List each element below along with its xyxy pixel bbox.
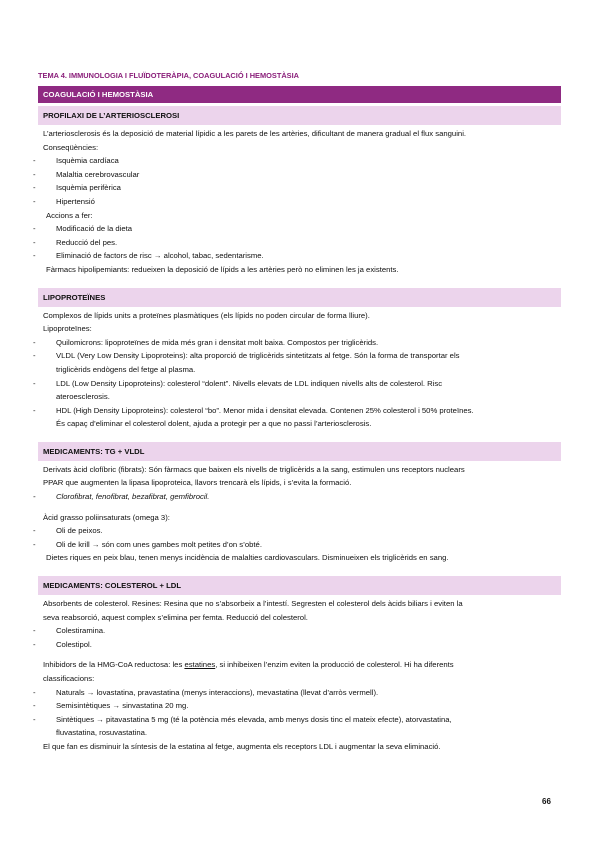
paragraph: L’arteriosclerosis és la deposició de material lípidic a les parets de les artèries, dificultant de manera gradual el flux sanguini. xyxy=(43,129,467,138)
paragraph: Dietes riques en peix blau, tenen menys incidència de malalties cardiovasculars. Disminueixen els triglicèrids en sang. xyxy=(46,553,449,563)
list-item: - Semisintètiques → sinvastatina 20 mg. xyxy=(33,701,189,711)
list-item: - Colestiramina. xyxy=(33,626,106,636)
label: Accions a fer: xyxy=(46,210,93,220)
list-item: - Modificació de la dieta xyxy=(33,224,133,234)
paragraph: Absorbents de colesterol. Resines: Resina que no s’absorbeix a l’intestí. Segresten el colesterol dels àcids biliars i eviten la seva reabsorció, aquest complex s’elimina per femta. Reducció del colesterol. xyxy=(43,599,463,622)
list-item: - Clorofibrat, fenofibrat, bezafibrat, gemfibrocil. xyxy=(33,492,210,502)
statins-term: estatines xyxy=(184,660,216,670)
list-item: - Reducció del pes. xyxy=(33,237,118,247)
list-item: - Oli de krill → són com unes gambes molt petites d’on s’obté. xyxy=(33,539,262,549)
label: Lipoproteïnes: xyxy=(43,324,92,334)
list-item: - Naturals → lovastatina, pravastatina (menys interaccions), mevastatina (llevat d’arròs vermell). xyxy=(33,687,379,697)
list-item: - LDL (Low Density Lipoproteins): colesterol “dolent”. Nivells elevats de LDL indiquen nivells alts de colesterol. Risc ateroesclerosis. xyxy=(33,378,443,402)
list-item: - HDL (High Density Lipoproteins): colesterol “bo”. Menor mida i densitat elevada. Contenen 25% colesterol i 50% proteïnes. És capaç d’eliminar el colesterol dolent, ajuda a protegir per a que no passi l’arteriosclerosis. xyxy=(33,405,474,429)
list-item: - Oli de peixos. xyxy=(33,526,103,536)
paragraph: Fàrmacs hipolipemiants: redueixen la deposició de lípids a les artèries però no eliminen les ja existents. xyxy=(46,264,399,274)
paragraph: El que fan es disminuir la síntesis de la estatina al fetge, augmenta els receptors LDL i augmentar la seva eliminació. xyxy=(43,741,441,751)
section-heading-medicaments-colesterol: MEDICAMENTS: COLESTEROL + LDL xyxy=(38,576,561,595)
section-heading-arteriosclerosi: PROFILAXI DE L’ARTERIOSCLEROSI xyxy=(38,106,561,125)
section-heading-lipoproteines: LIPOPROTEÏNES xyxy=(38,288,561,307)
list-item: - Hipertensió xyxy=(33,196,95,206)
paragraph: Complexos de lípids units a proteïnes plasmàtiques (els lípids no poden circular de forma lliure). xyxy=(43,310,370,320)
list-item: - VLDL (Very Low Density Lipoproteins): alta proporció de triglicèrids sintetitzats al fetge. Són la forma de transportar els triglicèrids endògens del fetge al plasma. xyxy=(33,351,460,374)
list-item: - Colestipol. xyxy=(33,639,92,649)
list-item: - Isquèmia cardíaca xyxy=(33,156,119,166)
list-item: - Malaltia cerebrovascular xyxy=(33,169,140,179)
list-item: - Isquèmia perifèrica xyxy=(33,183,121,193)
label: Conseqüències: xyxy=(43,142,99,152)
page-number: 66 xyxy=(542,797,551,806)
list-item: - Sintètiques → pitavastatina 5 mg (té la potència més elevada, amb menys dosis tinc el mateix efecte), atorvastatina, fluvastatina, rosuvastatina. xyxy=(33,714,452,738)
chapter-title: TEMA 4. IMMUNOLOGIA I FLUÏDOTERÀPIA, COAGULACIÓ I HEMOSTÀSIA xyxy=(38,71,299,80)
document-page xyxy=(33,70,561,754)
list-item: - Eliminació de factors de risc → alcohol, tabac, sedentarisme. xyxy=(33,251,264,261)
label: Àcid grasso poliinsaturats (omega 3): xyxy=(43,512,170,522)
section-band: COAGULACIÓ I HEMOSTÀSIA xyxy=(38,86,561,103)
paragraph: Derivats àcid clofíbric (fibrats): Són fàrmacs que baixen els nivells de triglicèrids a la sang, estimulen uns receptors nuclears PPAR que augmenten la lipasa lipoproteica, llavors trencarà els lípids, i s’evita la formació. xyxy=(43,464,465,488)
paragraph: Inhibidors de la HMG-CoA reductosa: les estatines, si inhibeixen l’enzim eviten la producció de colesterol. Hi ha diferents classificacions: xyxy=(43,660,454,683)
section-heading-medicaments-tg: MEDICAMENTS: TG + VLDL xyxy=(38,442,561,461)
list-item: - Quilomicrons: lipoproteïnes de mida més gran i densitat molt baixa. Compostos per triglicèrids. xyxy=(33,337,379,347)
